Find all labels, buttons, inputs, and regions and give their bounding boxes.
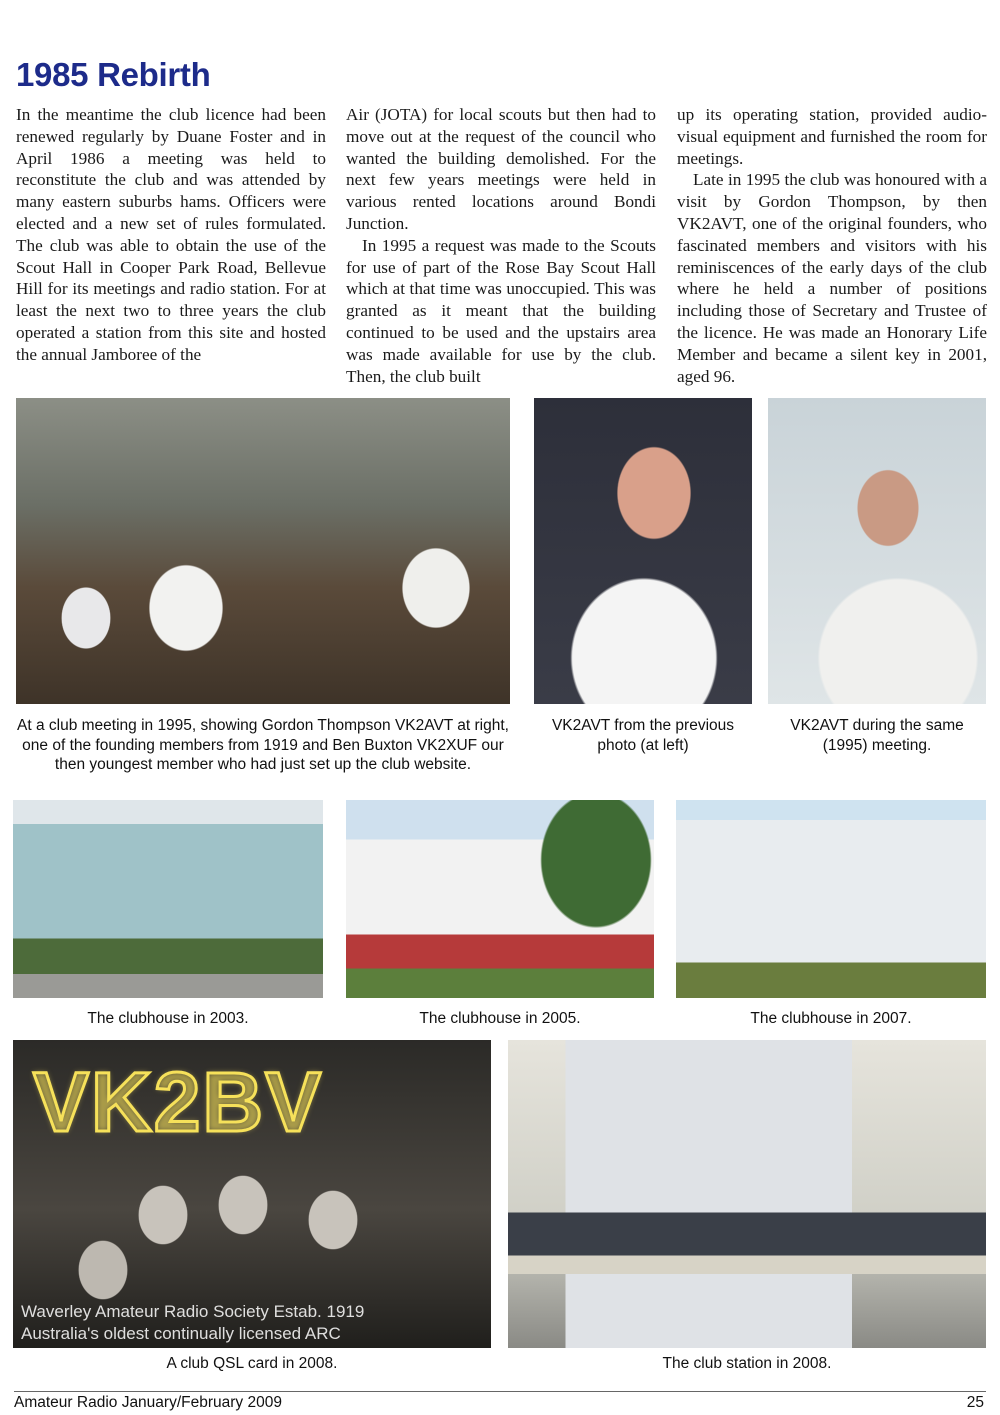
article-title: 1985 Rebirth [16, 56, 211, 93]
paragraph: Air (JOTA) for local scouts but then had to move out at the request of the council who wanted the building demolished. For the next few years meetings were held in various rented locations around Bondi Junction. [346, 105, 656, 233]
caption-clubhouse-2005: The clubhouse in 2005. [419, 1010, 581, 1027]
paragraph: up its operating station, provided audio-visual equipment and furnished the room for meetings. [677, 105, 987, 168]
footer-publication: Amateur Radio January/February 2009 [14, 1394, 282, 1411]
paragraph: Late in 1995 the club was honoured with a visit by Gordon Thompson, by then VK2AVT, one of the original founders, who fascinated members and visitors with his reminiscences of the early days of the club where he held a number of positions including those of Secretary and Trustee of the licence. He was made an Honorary Life Member and became a silent key in 2001, aged 96. [677, 170, 987, 386]
photo-club-meeting-1995 [16, 398, 510, 704]
footer-divider [14, 1391, 986, 1392]
text-column-2 [346, 104, 656, 387]
paragraph: In 1995 a request was made to the Scouts for use of part of the Rose Bay Scout Hall which at that time was unoccupied. This was granted as it meant that the building continued to be used and the upstairs area was made available for use by the club. Then, the club built [346, 235, 656, 386]
caption-club-meeting: At a club meeting in 1995, showing Gordon Thompson VK2AVT at right, one of the founding members from 1919 and Ben Buxton VK2XUF our then youngest member who had just set up the club website. [17, 717, 509, 773]
caption-vk2avt-meeting: VK2AVT during the same (1995) meeting. [790, 717, 964, 754]
page-number: 25 [966, 1394, 984, 1411]
qsl-tagline: Australia's oldest continually licensed ARC [21, 1324, 341, 1343]
caption-qsl-card: A club QSL card in 2008. [166, 1355, 338, 1372]
text-column-3 [677, 104, 987, 387]
caption-clubhouse-2007: The clubhouse in 2007. [750, 1010, 912, 1027]
caption-clubhouse-2003: The clubhouse in 2003. [87, 1010, 249, 1027]
caption-vk2avt-closeup: VK2AVT from the previous photo (at left) [551, 717, 735, 754]
photo-clubhouse-2003 [13, 800, 323, 998]
qsl-callsign-logo: VK2BV [33, 1055, 324, 1149]
photo-qsl-card [13, 1040, 491, 1348]
text-column-1 [16, 104, 326, 366]
qsl-society-line: Waverley Amateur Radio Society Estab. 1919 [21, 1302, 365, 1321]
photo-vk2avt-meeting [768, 398, 986, 704]
photo-club-station-2008 [508, 1040, 986, 1348]
photo-vk2avt-closeup [534, 398, 752, 704]
paragraph: In the meantime the club licence had been renewed regularly by Duane Foster and in April 1986 a meeting was held to reconstitute the club and was attended by many eastern suburbs hams. Officers were elected and a new set of rules formulated. The club was able to obtain the use of the Scout Hall in Cooper Park Road, Bellevue Hill for its meetings and radio station. For at least the next two to three years the club operated a station from this site and hosted the annual Jamboree of the [16, 105, 326, 364]
photo-clubhouse-2005 [346, 800, 654, 998]
photo-clubhouse-2007 [676, 800, 986, 998]
caption-club-station: The club station in 2008. [662, 1355, 832, 1372]
